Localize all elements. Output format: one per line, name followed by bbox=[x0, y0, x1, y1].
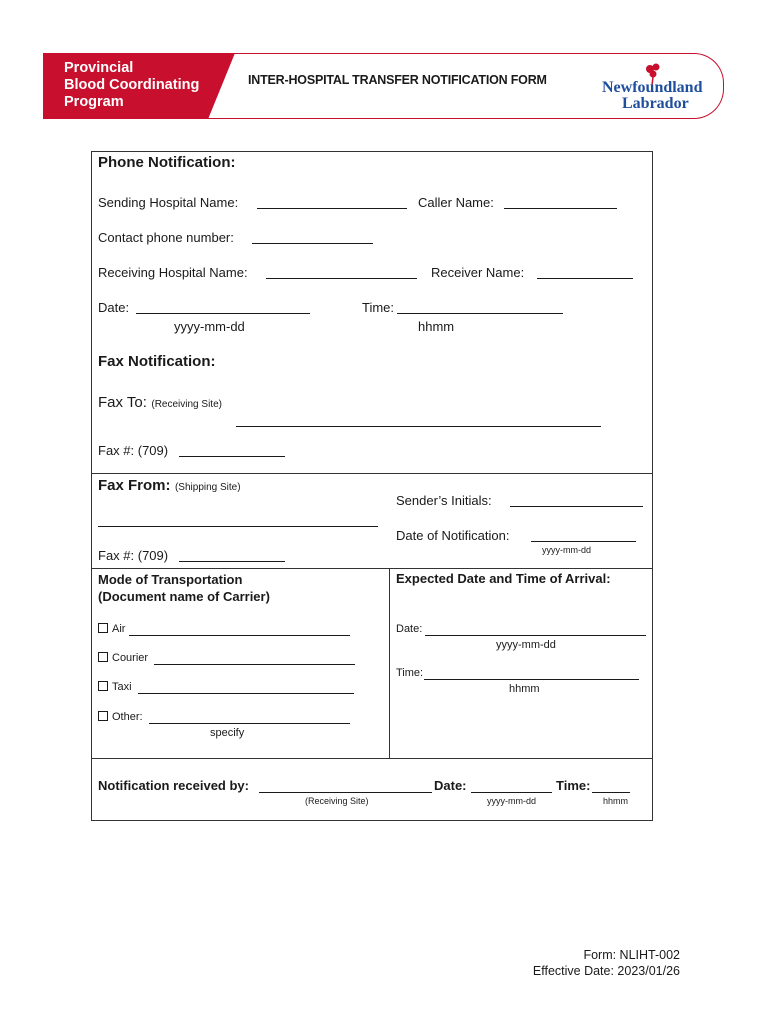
taxi-carrier-field[interactable] bbox=[138, 693, 354, 694]
divider-transport bbox=[91, 568, 653, 569]
senders-initials-field[interactable] bbox=[510, 506, 643, 507]
fax-from-label: Fax From: bbox=[98, 477, 171, 494]
caller-name-field[interactable] bbox=[504, 208, 617, 209]
taxi-label: Taxi bbox=[112, 681, 132, 693]
other-checkbox[interactable] bbox=[98, 711, 108, 721]
courier-checkbox[interactable] bbox=[98, 652, 108, 662]
phone-date-label: Date: bbox=[98, 300, 130, 315]
arrival-date-field[interactable] bbox=[425, 635, 646, 636]
date-of-notification-field[interactable] bbox=[531, 541, 636, 542]
courier-label: Courier bbox=[112, 652, 149, 664]
date-of-notification-label: Date of Notification: bbox=[396, 528, 510, 543]
receiving-hospital-field[interactable] bbox=[266, 278, 417, 279]
taxi-checkbox[interactable] bbox=[98, 681, 108, 691]
arrival-date-label: Date: bbox=[396, 623, 423, 635]
notification-date-hint: yyyy-mm-dd bbox=[542, 545, 591, 555]
divider-fax-from bbox=[91, 473, 653, 474]
transport-heading-line-1: Mode of Transportation bbox=[98, 572, 243, 587]
received-date-field[interactable] bbox=[471, 792, 552, 793]
form-number: Form: NLIHT-002 bbox=[583, 948, 680, 962]
program-line-3: Program bbox=[64, 94, 124, 110]
other-carrier-field[interactable] bbox=[149, 723, 350, 724]
fax-to-label: Fax To: bbox=[98, 394, 147, 411]
logo-line-2: Labrador bbox=[622, 95, 689, 112]
logo-line-1: Newfoundland bbox=[602, 79, 703, 96]
arrival-time-field[interactable] bbox=[424, 679, 639, 680]
transport-option-taxi[interactable] bbox=[98, 681, 132, 693]
transport-option-air[interactable] bbox=[98, 623, 125, 635]
received-date-hint: yyyy-mm-dd bbox=[487, 796, 536, 806]
transport-heading-line-2: (Document name of Carrier) bbox=[98, 589, 270, 604]
shipping-site-hint: (Shipping Site) bbox=[174, 482, 241, 493]
received-time-label: Time: bbox=[556, 778, 591, 793]
arrival-time-hint: hhmm bbox=[509, 683, 540, 695]
divider-received bbox=[91, 758, 653, 759]
received-time-field[interactable] bbox=[592, 792, 630, 793]
phone-heading: Phone Notification: bbox=[98, 154, 236, 171]
receiving-hospital-label: Receiving Hospital Name: bbox=[98, 265, 248, 280]
received-date-label: Date: bbox=[434, 778, 467, 793]
form-footer bbox=[533, 947, 680, 979]
phone-date-hint: yyyy-mm-dd bbox=[174, 319, 245, 334]
transport-heading bbox=[98, 571, 270, 605]
other-label: Other: bbox=[112, 711, 143, 723]
program-line-1: Provincial bbox=[64, 60, 134, 76]
courier-carrier-field[interactable] bbox=[154, 664, 355, 665]
fax-from-number-label: Fax #: (709) bbox=[98, 548, 169, 563]
phone-time-field[interactable] bbox=[397, 313, 563, 314]
contact-phone-field[interactable] bbox=[252, 243, 373, 244]
received-time-hint: hhmm bbox=[603, 796, 629, 806]
fax-to-row bbox=[98, 394, 222, 412]
arrival-heading: Expected Date and Time of Arrival: bbox=[396, 571, 611, 586]
caller-name-label: Caller Name: bbox=[418, 195, 494, 210]
fax-from-row bbox=[98, 477, 241, 495]
effective-date: Effective Date: 2023/01/26 bbox=[532, 964, 680, 978]
government-logo bbox=[600, 61, 708, 113]
received-by-label: Notification received by: bbox=[98, 778, 249, 793]
fax-from-field[interactable] bbox=[98, 526, 378, 527]
air-carrier-field[interactable] bbox=[129, 635, 350, 636]
receiving-site-hint: (Receiving Site) bbox=[151, 399, 222, 410]
specify-hint: specify bbox=[210, 727, 245, 739]
fax-to-number-field[interactable] bbox=[179, 456, 285, 457]
program-name bbox=[64, 60, 199, 111]
fax-heading: Fax Notification: bbox=[98, 353, 216, 370]
receiver-name-label: Receiver Name: bbox=[431, 265, 525, 280]
fax-to-field[interactable] bbox=[236, 426, 601, 427]
contact-phone-label: Contact phone number: bbox=[98, 230, 234, 245]
sending-hospital-label: Sending Hospital Name: bbox=[98, 195, 239, 210]
arrival-time-label: Time: bbox=[396, 667, 424, 679]
fax-from-number-field[interactable] bbox=[179, 561, 285, 562]
received-by-field[interactable] bbox=[259, 792, 432, 793]
program-line-2: Blood Coordinating bbox=[64, 77, 200, 93]
divider-vertical bbox=[389, 568, 390, 758]
air-checkbox[interactable] bbox=[98, 623, 108, 633]
arrival-date-hint: yyyy-mm-dd bbox=[496, 639, 556, 651]
transport-option-other[interactable] bbox=[98, 711, 143, 723]
fax-to-number-label: Fax #: (709) bbox=[98, 443, 169, 458]
phone-time-label: Time: bbox=[362, 300, 395, 315]
air-label: Air bbox=[112, 623, 126, 635]
received-site-hint: (Receiving Site) bbox=[305, 796, 369, 806]
sending-hospital-field[interactable] bbox=[257, 208, 407, 209]
phone-date-field[interactable] bbox=[136, 313, 310, 314]
transport-option-courier[interactable] bbox=[98, 652, 148, 664]
form-title: INTER-HOSPITAL TRANSFER NOTIFICATION FORM bbox=[248, 73, 547, 87]
receiver-name-field[interactable] bbox=[537, 278, 633, 279]
phone-time-hint: hhmm bbox=[418, 319, 455, 334]
senders-initials-label: Sender’s Initials: bbox=[396, 493, 492, 508]
